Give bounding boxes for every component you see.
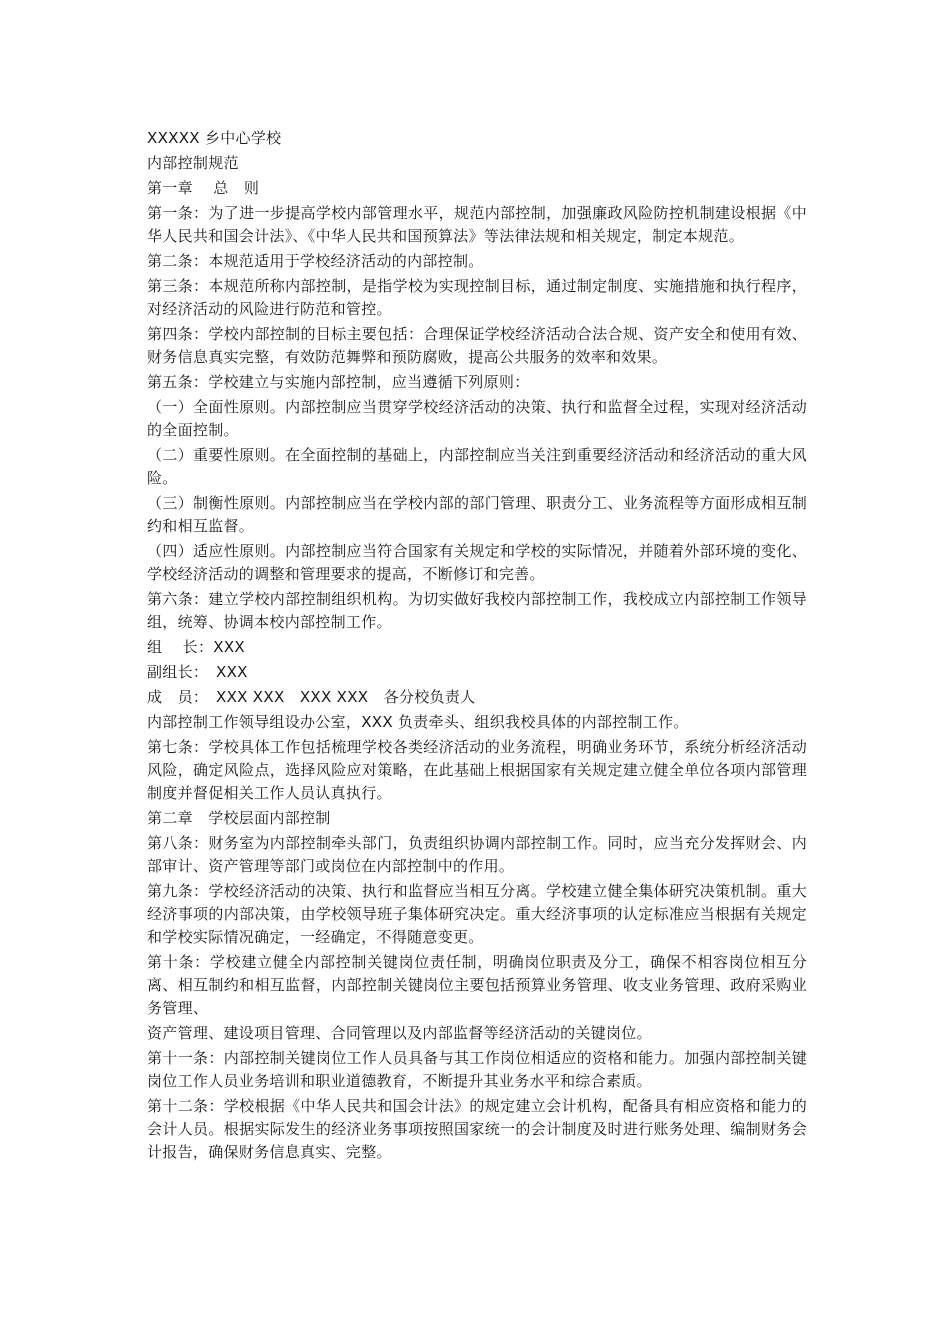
- group-leader: 组 长：XXX: [147, 638, 245, 656]
- office-note: 内部控制工作领导组设办公室，XXX 负责牵头、组织我校具体的内部控制工作。: [147, 713, 689, 731]
- article-10-continued: 资产管理、建设项目管理、合同管理以及内部监督等经济活动的关键岗位。: [147, 1024, 652, 1042]
- deputy-leader: 副组长： XXX: [147, 663, 248, 681]
- article-3: 第三条：本规范所称内部控制，是指学校为实现控制目标，通过制定制度、实施措施和执行程序，对经济活动的风险进行防范和管控。: [147, 277, 807, 318]
- article-4: 第四条：学校内部控制的目标主要包括：合理保证学校经济活动合法合规、资产安全和使用有效、财务信息真实完整，有效防范舞弊和预防腐败，提高公共服务的效率和效果。: [147, 325, 807, 366]
- principle-4: （四）适应性原则。内部控制应当符合国家有关规定和学校的实际情况，并随着外部环境的变化、学校经济活动的调整和管理要求的提高，不断修订和完善。: [147, 542, 807, 583]
- article-5: 第五条：学校建立与实施内部控制，应当遵循下列原则：: [147, 373, 530, 391]
- document-body: [147, 127, 807, 1166]
- article-11: 第十一条：内部控制关键岗位工作人员具备与其工作岗位相适应的资格和能力。加强内部控制关键岗位工作人员业务培训和职业道德教育，不断提升其业务水平和综合素质。: [147, 1049, 807, 1090]
- article-7: 第七条：学校具体工作包括梳理学校各类经济活动的业务流程，明确业务环节，系统分析经济活动风险，确定风险点，选择风险应对策略，在此基础上根据国家有关规定建立健全单位各项内部管理制度并督促相关工作人员认真执行。: [147, 738, 807, 802]
- article-2: 第二条：本规范适用于学校经济活动的内部控制。: [147, 252, 484, 270]
- article-10: 第十条：学校建立健全内部控制关键岗位责任制，明确岗位职责及分工，确保不相容岗位相互分离、相互制约和相互监督，内部控制关键岗位主要包括预算业务管理、收支业务管理、政府采购业务管理、: [147, 953, 807, 1017]
- group-members: 成 员： XXX XXX XXX XXX 各分校负责人: [147, 688, 476, 706]
- principle-1: （一）全面性原则。内部控制应当贯穿学校经济活动的决策、执行和监督全过程，实现对经济活动的全面控制。: [147, 398, 807, 439]
- article-6: 第六条：建立学校内部控制组织机构。为切实做好我校内部控制工作，我校成立内部控制工作领导组，统筹、协调本校内部控制工作。: [147, 590, 807, 631]
- chapter-2-heading: 第二章 学校层面内部控制: [147, 809, 331, 827]
- chapter-1-heading: 第一章 总 则: [147, 179, 260, 197]
- article-8: 第八条：财务室为内部控制牵头部门，负责组织协调内部控制工作。同时，应当充分发挥财会、内部审计、资产管理等部门或岗位在内部控制中的作用。: [147, 834, 807, 875]
- article-12: 第十二条：学校根据《中华人民共和国会计法》的规定建立会计机构，配备具有相应资格和能力的会计人员。根据实际发生的经济业务事项按照国家统一的会计制度及时进行账务处理、编制财务会计报告，确保财务信息真实、完整。: [147, 1097, 807, 1161]
- principle-3: （三）制衡性原则。内部控制应当在学校内部的部门管理、职责分工、业务流程等方面形成相互制约和相互监督。: [147, 494, 807, 535]
- article-1: 第一条：为了进一步提高学校内部管理水平，规范内部控制，加强廉政风险防控机制建设根据《中华人民共和国会计法》、《中华人民共和国预算法》等法律法规和相关规定，制定本规范。: [147, 204, 807, 245]
- school-name: XXXXX 乡中心学校: [147, 129, 282, 147]
- document-title: 内部控制规范: [147, 154, 239, 172]
- article-9: 第九条：学校经济活动的决策、执行和监督应当相互分离。学校建立健全集体研究决策机制。重大经济事项的内部决策，由学校领导班子集体研究决定。重大经济事项的认定标准应当根据有关规定和学校实际情况确定，一经确定，不得随意变更。: [147, 882, 807, 946]
- principle-2: （二）重要性原则。在全面控制的基础上，内部控制应当关注到重要经济活动和经济活动的重大风险。: [147, 446, 807, 487]
